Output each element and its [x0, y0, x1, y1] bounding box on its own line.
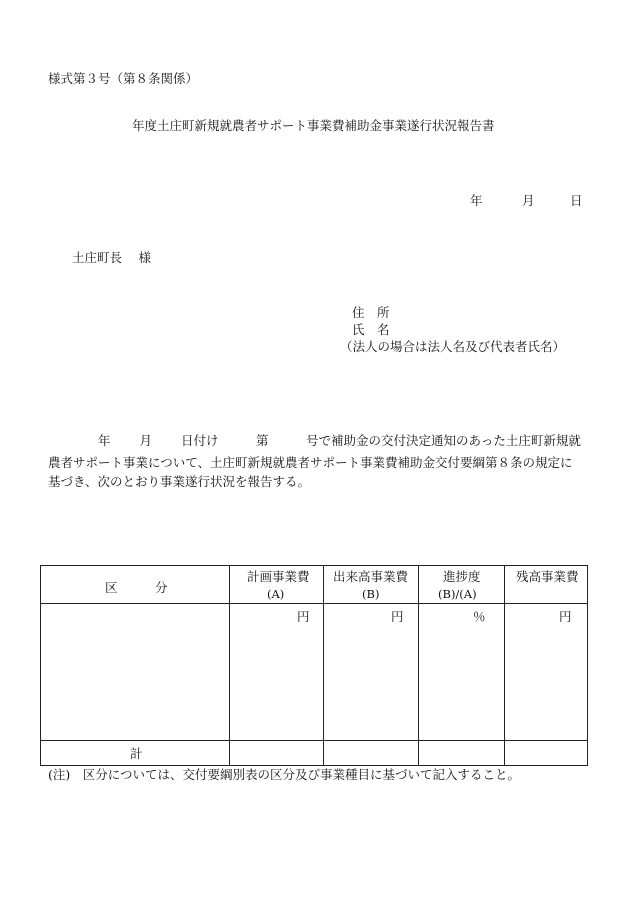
form-number: 様式第３号（第８条関係）	[48, 71, 199, 86]
addressee: 土庄町長 様	[72, 250, 151, 265]
progress-report-table	[40, 565, 588, 766]
header-progress-sub: (B)/(A)	[438, 587, 477, 601]
footnote: (注) 区分については、交付要綱別表の区分及び事業種目に基づいて記入すること。	[48, 767, 521, 782]
header-remaining-cost: 残高事業費	[516, 569, 579, 584]
header-progress: 進捗度	[443, 569, 481, 584]
applicant-name-label: 氏 名	[352, 322, 390, 337]
date-day-label: 日	[570, 193, 583, 208]
table-divider	[504, 566, 505, 765]
applicant-address-label: 住 所	[352, 305, 390, 320]
unit-planned-cost: 円	[297, 609, 310, 624]
unit-progress: ％	[473, 609, 486, 624]
body-text-line: 年 月 日付け 第 号で補助金の交付決定通知のあった土庄町新規就	[48, 433, 581, 448]
table-divider	[41, 603, 587, 604]
body-text-line: 農者サポート事業について、土庄町新規就農者サポート事業費補助金交付要綱第８条の規定に	[48, 455, 573, 470]
unit-remaining-cost: 円	[559, 609, 572, 624]
table-divider	[418, 566, 419, 765]
date-month-label: 月	[522, 193, 535, 208]
unit-actual-cost: 円	[391, 609, 404, 624]
table-divider	[41, 740, 587, 741]
applicant-note: （法人の場合は法人名及び代表者氏名）	[340, 339, 566, 354]
header-category: 区 分	[105, 580, 168, 595]
total-label: 計	[130, 746, 143, 761]
header-planned-cost-sub: (A)	[267, 587, 285, 601]
header-planned-cost: 計画事業費	[247, 569, 310, 584]
document-title: 年度土庄町新規就農者サポート事業費補助金事業遂行状況報告書	[132, 118, 495, 133]
date-year-label: 年	[470, 193, 483, 208]
table-divider	[323, 566, 324, 765]
header-actual-cost: 出来高事業費	[333, 569, 409, 584]
table-divider	[229, 566, 230, 765]
header-actual-cost-sub: (B)	[362, 587, 380, 601]
body-text-line: 基づき、次のとおり事業遂行状況を報告する。	[48, 474, 311, 489]
